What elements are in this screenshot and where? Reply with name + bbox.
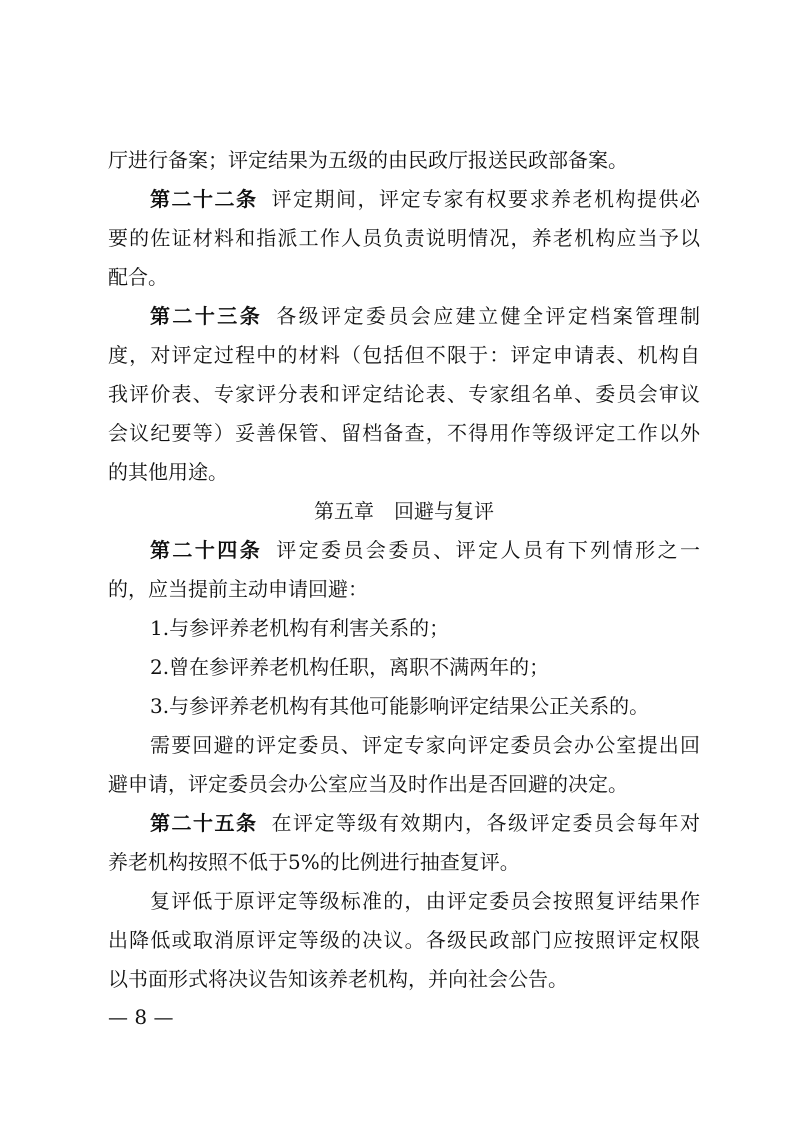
- list-item: 3.与参评养老机构有其他可能影响评定结果公正关系的。: [150, 694, 650, 718]
- text-line: 避申请，评定委员会办公室应当及时作出是否回避的决定。: [108, 772, 628, 796]
- text-line: 的，应当提前主动申请回避：: [108, 577, 368, 601]
- article-text: 评定期间，评定专家有权要求养老机构提供必: [271, 187, 700, 211]
- text-line: 我评价表、专家评分表和评定结论表、专家组名单、委员会审议: [108, 382, 700, 406]
- text-line: 的其他用途。: [108, 460, 228, 484]
- article-23: [108, 297, 700, 336]
- text-line: 复评低于原评定等级标准的，由评定委员会按照复评结果作: [150, 889, 700, 913]
- text-line: 出降低或取消原评定等级的决议。各级民政部门应按照评定权限: [108, 928, 700, 952]
- list-item: 1.与参评养老机构有利害关系的；: [150, 616, 450, 640]
- chapter-title: 第五章 回避与复评: [314, 499, 494, 523]
- text-line: 配合。: [108, 265, 168, 289]
- article-text: 在评定等级有效期内，各级评定委员会每年对: [271, 811, 700, 835]
- page-number: — 8 —: [108, 1005, 174, 1029]
- article-24: [108, 531, 700, 570]
- text-line: 以书面形式将决议告知该养老机构，并向社会公告。: [108, 967, 568, 991]
- article-25: [108, 804, 700, 843]
- text-line: 要的佐证材料和指派工作人员负责说明情况，养老机构应当予以: [108, 226, 700, 250]
- list-item: 2.曾在参评养老机构任职，离职不满两年的；: [150, 655, 550, 679]
- article-heading: 第二十二条: [150, 187, 258, 211]
- article-heading: 第二十五条: [150, 811, 258, 835]
- article-text: 各级评定委员会应建立健全评定档案管理制: [276, 304, 701, 328]
- text-line: 需要回避的评定委员、评定专家向评定委员会办公室提出回: [150, 733, 700, 757]
- text-line: 养老机构按照不低于5%的比例进行抽查复评。: [108, 850, 520, 874]
- text-line: 会议纪要等）妥善保管、留档备查，不得用作等级评定工作以外: [108, 421, 700, 445]
- article-text: 评定委员会委员、评定人员有下列情形之一: [276, 538, 701, 562]
- text-line: 度，对评定过程中的材料（包括但不限于：评定申请表、机构自: [108, 343, 700, 367]
- article-heading: 第二十三条: [150, 304, 263, 328]
- text-line: 厅进行备案；评定结果为五级的由民政厅报送民政部备案。: [108, 148, 628, 172]
- article-22: [108, 180, 700, 219]
- article-heading: 第二十四条: [150, 538, 263, 562]
